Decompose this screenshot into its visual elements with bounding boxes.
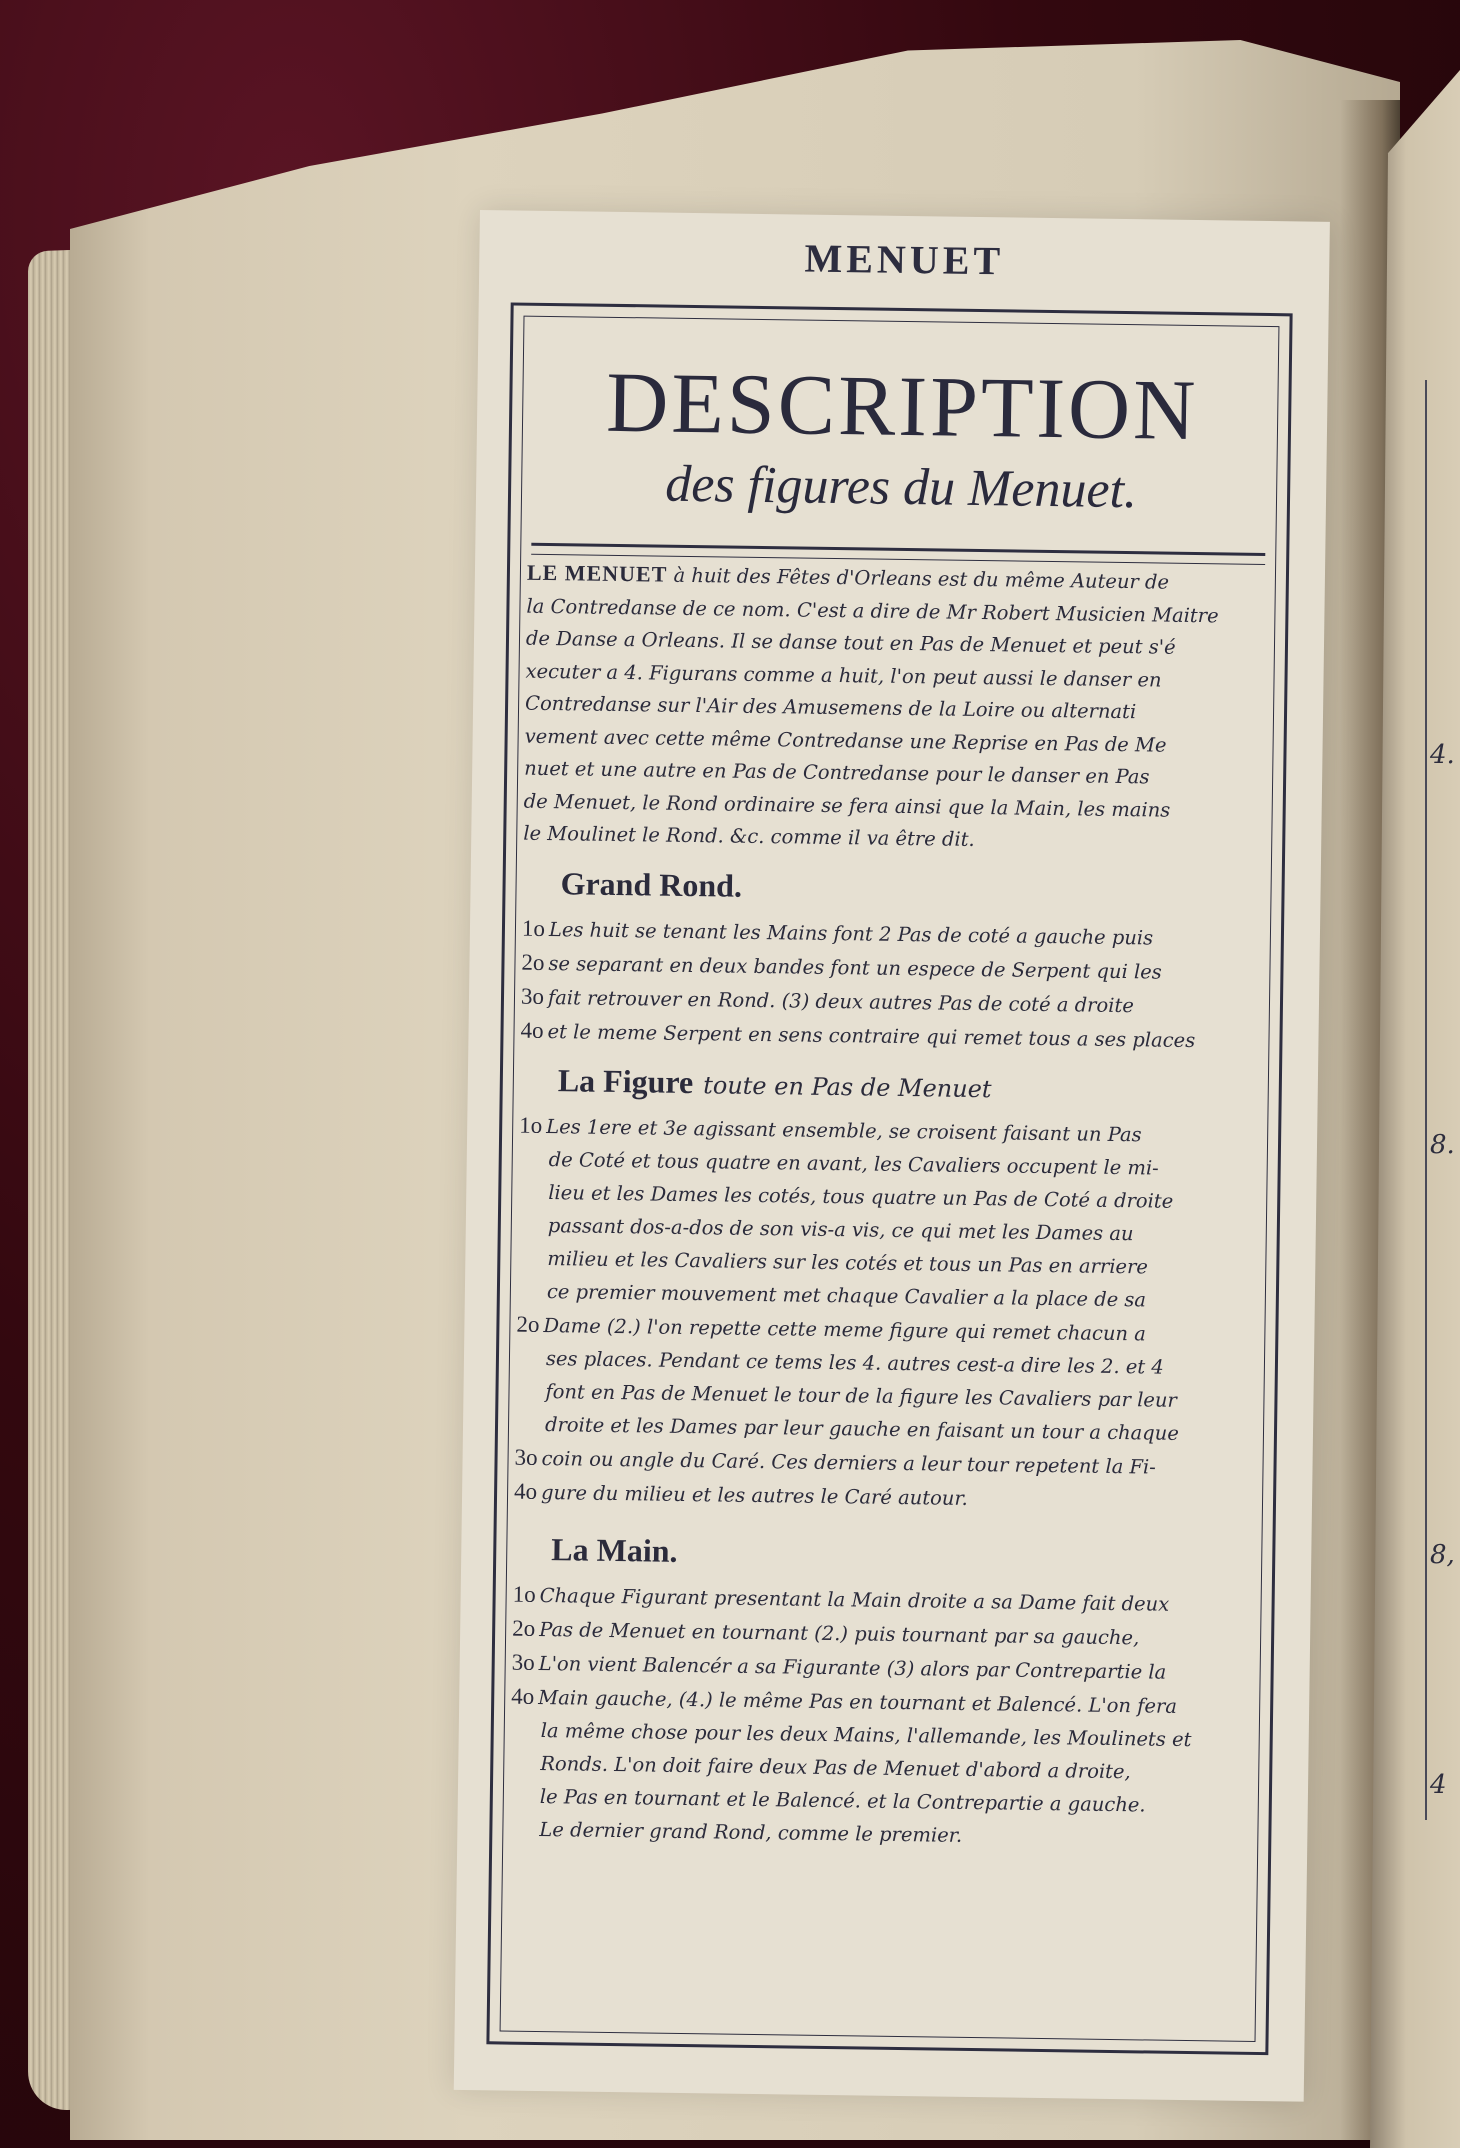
step-text: Ronds. L'on doit faire deux Pas de Menuet d'abord a droite,: [540, 1751, 1131, 1783]
la-figure-title: La Figure: [557, 1061, 694, 1100]
step-number: 2o: [521, 949, 545, 975]
step-text: passant dos-a-dos de son vis-a vis, ce qui met les Dames au: [547, 1213, 1134, 1245]
step-text: la même chose pour les deux Mains, l'allemande, les Moulinets et: [540, 1718, 1192, 1751]
intro-line: nuet et une autre en Pas de Contredanse pour le danser en Pas: [524, 756, 1150, 789]
right-page-frame: [1425, 380, 1460, 1820]
section-heading-grand-rond: Grand Rond.: [560, 864, 743, 904]
intro-line: à huit des Fêtes d'Orleans est du même Auteur de: [667, 563, 1170, 594]
section-heading-la-main: La Main.: [551, 1530, 678, 1569]
right-page-mark: 4: [1430, 1770, 1447, 1800]
step-text: et le meme Serpent en sens contraire qui remet tous a ses places: [547, 1019, 1196, 1052]
step-text: Dame (2.) l'on repette cette meme figure qui remet chacun a: [543, 1313, 1147, 1345]
intro-line: de Menuet, le Rond ordinaire se fera ainsi que la Main, les mains: [523, 789, 1171, 822]
intro-line: de Danse a Orleans. Il se danse tout en Pas de Menuet et peut s'é: [525, 626, 1176, 659]
step-text: le Pas en tournant et le Balencé. et la Contrepartie a gauche.: [539, 1784, 1146, 1816]
step-number: 3o: [520, 983, 545, 1009]
right-page-mark: 8.: [1430, 1130, 1455, 1160]
step-number: 2o: [512, 1615, 536, 1641]
intro-paragraph: [523, 557, 1281, 861]
intro-lead: LE MENUET: [526, 559, 668, 587]
step-text: se separant en deux bandes font un espece de Serpent qui les: [548, 951, 1162, 984]
step-text: gure du milieu et les autres le Caré autour.: [540, 1480, 968, 1510]
step-number: 4o: [511, 1683, 535, 1709]
step-text: Le dernier grand Rond, comme le premier.: [539, 1817, 963, 1847]
step-text: lieu et les Dames les cotés, tous quatre un Pas de Coté a droite: [548, 1180, 1174, 1213]
step-text: coin ou angle du Caré. Ces derniers a leur tour repetent la Fi-: [541, 1446, 1157, 1479]
step-text: ce premier mouvement met chaque Cavalier a la place de sa: [546, 1279, 1147, 1311]
plate-subheading: des figures du Menuet.: [664, 455, 1138, 520]
plate-title: MENUET: [804, 235, 1005, 284]
step-text: droite et les Dames par leur gauche en faisant un tour a chaque: [544, 1412, 1180, 1445]
step-text: Chaque Figurant presentant la Main droite a sa Dame fait deux: [539, 1583, 1170, 1616]
step-number: 1o: [512, 1581, 536, 1607]
step-text: ses places. Pendant ce tems les 4. autres cest-a dire les 2. et 4: [545, 1346, 1164, 1379]
step-number: 3o: [511, 1649, 535, 1675]
step-text: L'on vient Balencér a sa Figurante (3) alors par Contrepartie la: [538, 1651, 1167, 1684]
plate-heading: DESCRIPTION: [605, 353, 1199, 459]
step-number: 1o: [519, 1112, 543, 1138]
right-page-mark: 8,: [1430, 1540, 1455, 1570]
step-text: milieu et les Cavaliers sur les cotés et tous un Pas en arriere: [547, 1246, 1149, 1278]
right-page-mark: 4.: [1430, 740, 1455, 770]
step-number: 2o: [516, 1311, 540, 1337]
la-figure-section: [514, 1108, 1274, 1518]
intro-line: vement avec cette même Contredanse une Reprise en Pas de Me: [524, 724, 1167, 757]
intro-line: le Moulinet le Rond. &c. comme il va être dit.: [523, 821, 975, 851]
step-text: Pas de Menuet en tournant (2.) puis tournant par sa gauche,: [539, 1617, 1140, 1649]
step-text: Les huit se tenant les Mains font 2 Pas de coté a gauche puis: [548, 917, 1154, 949]
plate-body: [509, 511, 1282, 1856]
la-main-section: [509, 1577, 1267, 1856]
la-figure-subtitle: toute en Pas de Menuet: [703, 1070, 992, 1103]
intro-line: xecuter a 4. Figurans comme a huit, l'on peut aussi le danser en: [525, 659, 1162, 692]
step-number: 1o: [521, 915, 546, 941]
step-number: 3o: [514, 1444, 538, 1470]
intro-line: Contredanse sur l'Air des Amusemens de la Loire ou alternati: [524, 691, 1137, 724]
step-number: 4o: [513, 1478, 538, 1504]
grand-rond-section: [520, 911, 1276, 1058]
section-heading-la-figure: [558, 1062, 1274, 1109]
intro-line: la Contredanse de ce nom. C'est a dire de Mr Robert Musicien Maitre: [526, 594, 1219, 627]
step-text: fait retrouver en Rond. (3) deux autres Pas de coté a droite: [547, 985, 1134, 1017]
step-text: font en Pas de Menuet le tour de la figure les Cavaliers par leur: [545, 1379, 1177, 1412]
step-text: Main gauche, (4.) le même Pas en tournant et Balencé. L'on fera: [538, 1685, 1178, 1718]
step-number: 4o: [520, 1017, 544, 1043]
step-text: Les 1ere et 3e agissant ensemble, se croisent faisant un Pas: [546, 1114, 1142, 1146]
step-text: de Coté et tous quatre en avant, les Cavaliers occupent le mi-: [548, 1147, 1159, 1180]
engraved-plate: [454, 210, 1330, 2102]
